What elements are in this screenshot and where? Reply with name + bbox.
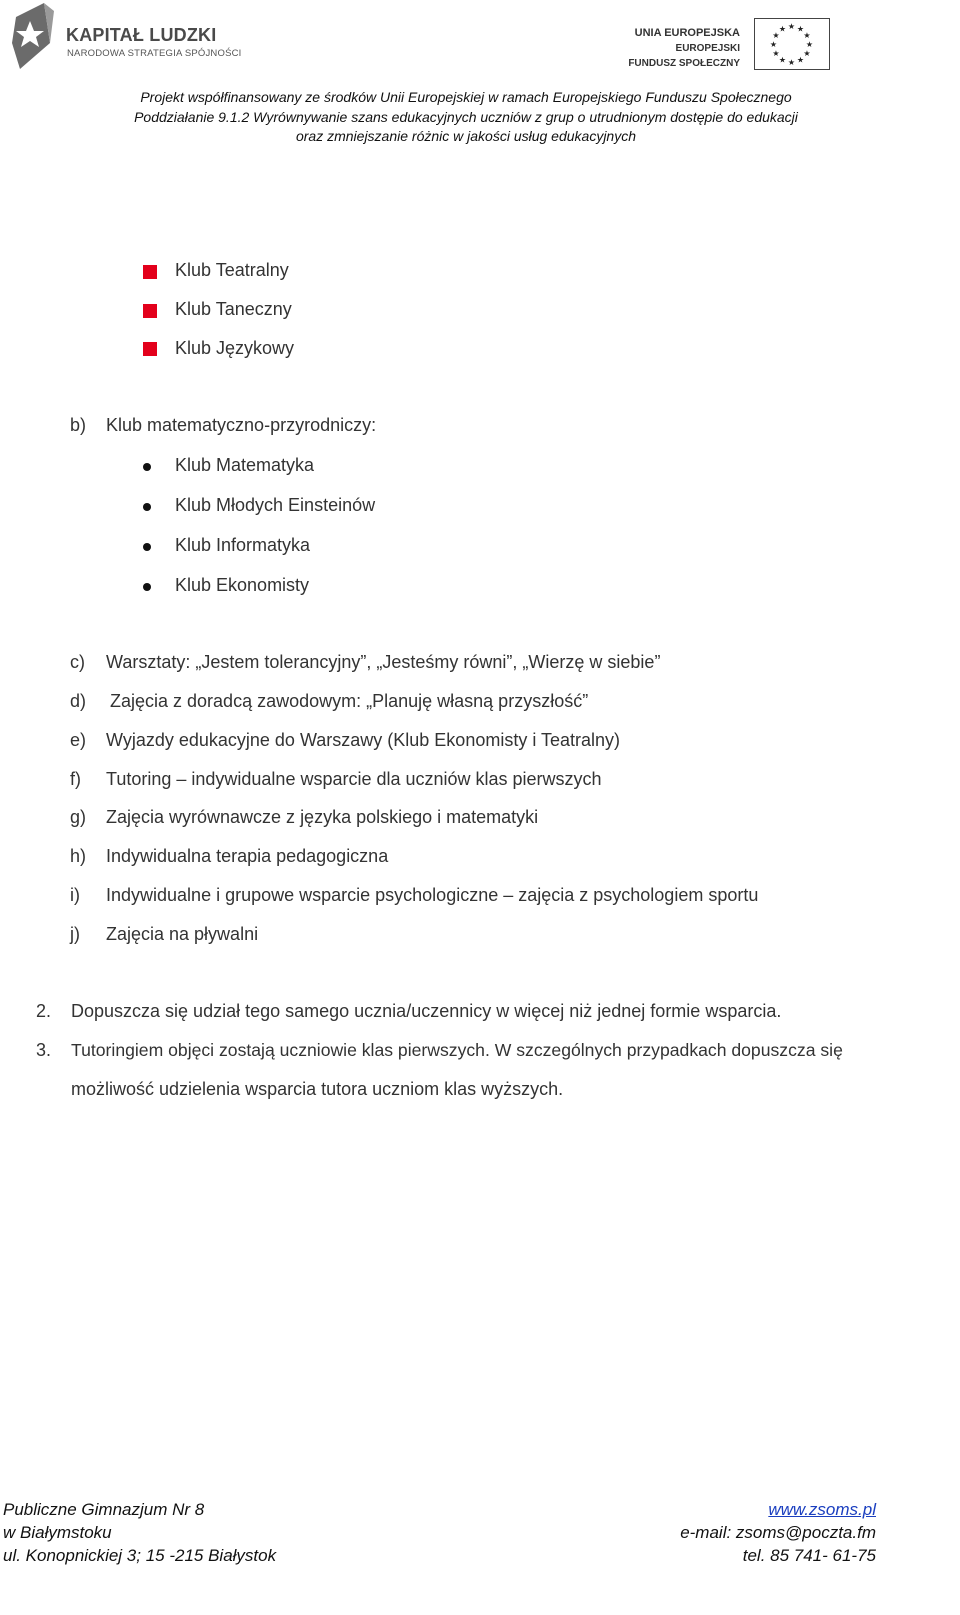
list-item: Klub Ekonomisty	[175, 575, 310, 595]
list-item: Klub Językowy	[175, 338, 295, 358]
list-marker: j)	[70, 924, 80, 944]
list-marker: g)	[70, 807, 87, 827]
list-marker: b)	[70, 415, 87, 435]
list-item: Zajęcia z doradcą zawodowym: „Planuję własną przyszłość”	[110, 691, 589, 711]
bullet-dot-icon	[143, 583, 151, 591]
svg-text:★: ★	[778, 24, 787, 34]
list-item: Klub Młodych Einsteinów	[175, 495, 376, 515]
list-marker: f)	[70, 769, 81, 789]
list-marker: d)	[70, 691, 87, 711]
star-emblem-icon	[10, 3, 60, 71]
red-square-bullet-icon	[143, 342, 157, 356]
list-item: Klub Informatyka	[175, 535, 311, 555]
list-item: Klub Taneczny	[175, 299, 292, 319]
list-marker: i)	[70, 885, 80, 905]
eu-logo-line2: EUROPEJSKI	[675, 43, 740, 54]
svg-text:★: ★	[787, 58, 796, 67]
project-line: Projekt współfinansowany ze środków Unii Europejskiej w ramach Europejskiego Funduszu Społecznego	[140, 89, 792, 105]
list-marker: c)	[70, 652, 85, 672]
svg-text:★: ★	[787, 22, 796, 31]
svg-text:★: ★	[796, 24, 805, 34]
footer-address	[3, 1498, 276, 1567]
email-text: e-mail: zsoms@poczta.fm	[680, 1523, 876, 1542]
project-line: Poddziałanie 9.1.2 Wyrównywanie szans edukacyjnych uczniów z grup o utrudnionym dostępie do edukacji	[134, 108, 798, 125]
list-item: Zajęcia wyrównawcze z języka polskiego i matematyki	[106, 807, 539, 827]
school-name: Publiczne Gimnazjum Nr 8	[3, 1500, 205, 1519]
website-link[interactable]: www.zsoms.pl	[768, 1500, 876, 1519]
svg-text:★: ★	[769, 40, 778, 49]
svg-text:★: ★	[803, 31, 811, 40]
list-marker: e)	[70, 730, 87, 750]
project-line: oraz zmniejszanie różnic w jakości usług edukacyjnych	[295, 128, 637, 144]
kapital-ludzki-logo	[10, 3, 240, 73]
school-city: w Białymstoku	[3, 1523, 112, 1542]
project-info	[0, 88, 932, 147]
eu-logo-text	[628, 26, 740, 71]
svg-text:★: ★	[805, 40, 814, 49]
svg-text:★: ★	[772, 49, 780, 58]
red-square-bullet-icon	[143, 265, 157, 279]
list-item: Indywidualne i grupowe wsparcie psychologiczne – zajęcia z psychologiem sportu	[106, 885, 759, 905]
eu-flag-icon	[754, 18, 830, 70]
list-item: Tutoring – indywidualne wsparcie dla uczniów klas pierwszych	[106, 769, 602, 789]
eu-logo	[628, 18, 840, 74]
list-item: Klub Matematyka	[175, 455, 315, 475]
bullet-dot-icon	[143, 463, 151, 471]
list-item: Zajęcia na pływalni	[106, 924, 259, 944]
list-marker: 3.	[36, 1040, 52, 1060]
list-item: Wyjazdy edukacyjne do Warszawy (Klub Ekonomisty i Teatralny)	[106, 730, 621, 750]
school-street: ul. Konopnickiej 3; 15 -215 Białystok	[3, 1546, 277, 1565]
eu-logo-line3: FUNDUSZ SPOŁECZNY	[628, 58, 740, 69]
numbered-item-continued: możliwość udzielenia wsparcia tutora uczniom klas wyższych.	[71, 1079, 564, 1099]
list-marker: 2.	[36, 1001, 52, 1021]
list-item: Warsztaty: „Jestem tolerancyjny”, „Jesteśmy równi”, „Wierzę w siebie”	[106, 652, 661, 672]
section-title: Klub matematyczno-przyrodniczy:	[106, 415, 377, 435]
phone-text: tel. 85 741- 61-75	[742, 1546, 876, 1565]
svg-text:★: ★	[803, 49, 811, 58]
logo-left-title: KAPITAŁ LUDZKI	[66, 25, 217, 45]
svg-text:★: ★	[796, 55, 805, 65]
svg-text:★: ★	[778, 55, 787, 65]
eu-logo-line1: UNIA EUROPEJSKA	[634, 27, 740, 39]
footer-contact	[680, 1498, 876, 1567]
numbered-item: Dopuszcza się udział tego samego ucznia/uczennicy w więcej niż jednej formie wsparcia.	[71, 1001, 782, 1021]
svg-text:★: ★	[772, 31, 780, 40]
list-item: Klub Teatralny	[175, 260, 289, 280]
bullet-dot-icon	[143, 543, 151, 551]
bullet-dot-icon	[143, 503, 151, 511]
red-square-bullet-icon	[143, 304, 157, 318]
list-marker: h)	[70, 846, 87, 866]
list-item: Indywidualna terapia pedagogiczna	[106, 846, 389, 866]
numbered-item: Tutoringiem objęci zostają uczniowie klas pierwszych. W szczególnych przypadkach dopuszcza się	[71, 1040, 843, 1060]
logo-left-subtitle: NARODOWA STRATEGIA SPÓJNOŚCI	[67, 48, 242, 59]
